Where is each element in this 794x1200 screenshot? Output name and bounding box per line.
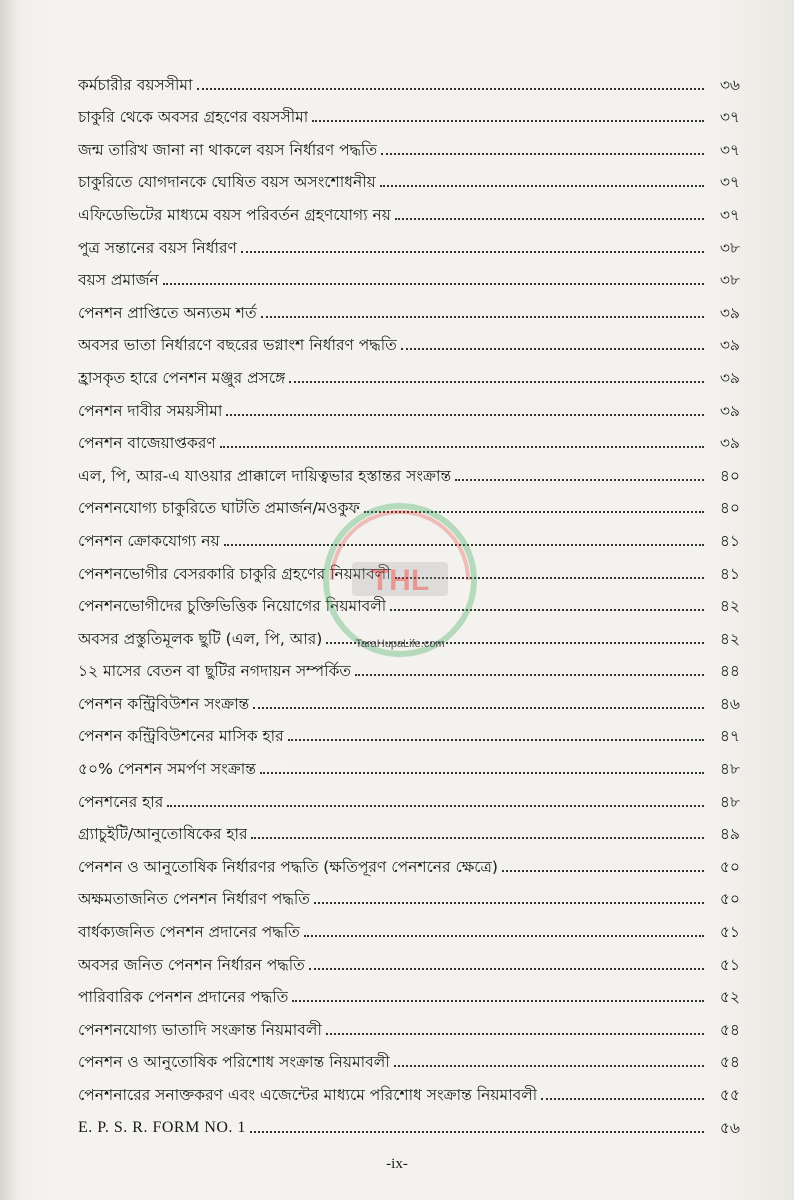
toc-entry-title: পেনশনযোগ্য ভাতাদি সংক্রান্ত নিয়মাবলী — [78, 1020, 322, 1039]
toc-entry-page: ৪০ — [719, 499, 740, 518]
toc-entry-title: পেনশনভোগীদের চুক্তিভিত্তিক নিয়োগের নিয়মাবলী — [78, 597, 387, 616]
toc-entry — [78, 975, 740, 1008]
toc-entry — [78, 877, 740, 910]
toc-entry — [78, 421, 740, 454]
page-gutter-shadow — [0, 0, 18, 1200]
toc-entry-title: ১২ মাসের বেতন বা ছুটির নগদায়ন সম্পর্কিত — [78, 662, 352, 681]
toc-entry-title: চাকুরিতে যোগদানকে ঘোষিত বয়স অসংশোধনীয় — [78, 173, 376, 192]
toc-entry-page: ৫১ — [719, 955, 740, 974]
toc-entry-page: ৪৭ — [719, 727, 740, 746]
toc-entry-title: অবসর প্রস্তুতিমূলক ছুটি (এল, পি, আর) — [78, 629, 323, 648]
toc-entry — [78, 942, 740, 975]
toc-entry-page: ৪৯ — [719, 825, 740, 844]
toc-entry — [78, 681, 740, 714]
toc-entry-page: ৩৭ — [719, 140, 740, 159]
toc-entry-title: পুত্র সন্তানের বয়স নির্ধারণ — [78, 238, 237, 257]
toc-leader-dots — [314, 902, 704, 904]
toc-entry — [78, 746, 740, 779]
toc-leader-dots — [292, 1000, 704, 1002]
toc-leader-dots — [163, 283, 704, 285]
toc-entry — [78, 388, 740, 421]
toc-entry — [78, 812, 740, 845]
toc-entry — [78, 1040, 740, 1073]
toc-entry-title: পেনশন কন্ট্রিবিউশন সংক্রান্ত — [78, 694, 250, 713]
toc-entry — [78, 714, 740, 747]
toc-entry-page: ৩৯ — [719, 434, 740, 453]
toc-entry-title: E. P. S. R. FORM NO. 1 — [78, 1118, 246, 1136]
toc-entry — [78, 192, 740, 225]
toc-leader-dots — [250, 1131, 704, 1133]
toc-entry-page: ৩৭ — [719, 205, 740, 224]
toc-entry-title: এফিডেভিটের মাধ্যমে বয়স পরিবর্তন গ্রহণযোগ্য নয় — [78, 205, 391, 224]
toc-entry-title: পেনশন প্রাপ্তিতে অন্যতম শর্ত — [78, 303, 257, 322]
toc-entry — [78, 355, 740, 388]
toc-entry-title: পারিবারিক পেনশন প্রদানের পদ্ধতি — [78, 988, 289, 1007]
toc-leader-dots — [309, 968, 704, 970]
toc-leader-dots — [289, 381, 704, 383]
toc-entry-page: ৫২ — [719, 988, 740, 1007]
toc-entry — [78, 844, 740, 877]
toc-entry-title: পেনশন কন্ট্রিবিউশনের মাসিক হার — [78, 727, 284, 746]
toc-leader-dots — [197, 88, 705, 90]
toc-entry — [78, 779, 740, 812]
toc-leader-dots — [260, 772, 704, 774]
toc-entry-page: ৪৪ — [719, 662, 740, 681]
toc-entry-title: পেনশন ও আনুতোষিক পরিশোধ সংক্রান্ত নিয়মাবলী — [78, 1053, 390, 1072]
toc-entry-title: জন্ম তারিখ জানা না থাকলে বয়স নির্ধারণ পদ্ধতি — [78, 140, 378, 159]
toc-leader-dots — [326, 1033, 704, 1035]
toc-entry-title: বয়স প্রমার্জন — [78, 271, 159, 290]
toc-entry-page: ৪০ — [719, 466, 740, 485]
toc-entry — [78, 453, 740, 486]
toc-leader-dots — [304, 935, 704, 937]
toc-entry — [78, 160, 740, 193]
toc-entry-page: ৪৮ — [719, 792, 740, 811]
toc-entry-page: ৫০ — [719, 857, 740, 876]
toc-entry-title: এল, পি, আর-এ যাওয়ার প্রাক্কালে দায়িত্বভার হস্তান্তর সংক্রান্ত — [78, 466, 452, 485]
toc-leader-dots — [355, 674, 704, 676]
toc-entry — [78, 225, 740, 258]
toc-entry — [78, 258, 740, 291]
toc-entry-page: ৪১ — [719, 531, 740, 550]
toc-entry-page: ৩৯ — [719, 336, 740, 355]
toc-leader-dots — [288, 739, 704, 741]
toc-entry-title: ৫০% পেনশন সমর্পণ সংক্রান্ত — [78, 760, 256, 779]
toc-entry-page: ৫১ — [719, 923, 740, 942]
toc-entry-title: পেনশন ক্রোকযোগ্য নয় — [78, 531, 220, 550]
toc-entry-title: পেনশন দাবীর সময়সীমা — [78, 401, 223, 420]
toc-entry-title: অবসর জনিত পেনশন নির্ধারন পদ্ধতি — [78, 955, 305, 974]
toc-entry-title: পেনশন ও আনুতোষিক নির্ধারণর পদ্ধতি (ক্ষতিপূরণ পেনশনের ক্ষেত্রে) — [78, 857, 498, 876]
toc-entry-title: পেনশনারের সনাক্তকরণ এবং এজেন্টের মাধ্যমে পরিশোধ সংক্রান্ত নিয়মাবলী — [78, 1086, 538, 1104]
toc-entry-page: ৫০ — [719, 890, 740, 909]
toc-entry-page: ৪২ — [719, 629, 740, 648]
page-number: -ix- — [386, 1156, 408, 1172]
toc-entry-page: ৩৯ — [719, 401, 740, 420]
toc-entry-page: ৪২ — [719, 597, 740, 616]
toc-leader-dots — [167, 805, 704, 807]
toc-entry — [78, 323, 740, 356]
toc-leader-dots — [401, 348, 704, 350]
toc-entry-title: পেনশনের হার — [78, 792, 164, 811]
toc-entry-page: ৫৪ — [719, 1053, 740, 1072]
toc-entry — [78, 1072, 740, 1105]
toc-entry-page: ৪১ — [719, 564, 740, 583]
toc-entry-title: কর্মচারীর বয়সসীমা — [78, 75, 193, 94]
toc-entry-page: ৩৯ — [719, 303, 740, 322]
toc-entry-page: ৩৮ — [719, 238, 740, 257]
toc-entry-page: ৫৪ — [719, 1020, 740, 1039]
toc-entry-title: পেনশন বাজেয়াপ্তকরণ — [78, 434, 216, 453]
toc-entry-title: বার্ধক্যজনিত পেনশন প্রদানের পদ্ধতি — [78, 923, 300, 942]
toc-entry-page: ৫৫ — [719, 1086, 740, 1104]
toc-leader-dots — [380, 185, 704, 187]
toc-leader-dots — [241, 251, 704, 253]
toc-leader-dots — [394, 1065, 704, 1067]
toc-entry — [78, 127, 740, 160]
toc-leader-dots — [395, 218, 704, 220]
toc-entry-title: অবসর ভাতা নির্ধারণে বছরের ভগ্নাংশ নির্ধারণ পদ্ধতি — [78, 336, 397, 355]
toc-leader-dots — [312, 120, 704, 122]
toc-entry-page: ৩৬ — [719, 75, 740, 94]
toc-entry-page: ৪৬ — [719, 694, 740, 713]
toc-entry-page: ৩৭ — [719, 108, 740, 127]
toc-entry-page: ৩৮ — [719, 271, 740, 290]
watermark-url: TaraHupaLife.com — [355, 638, 445, 650]
watermark-logo — [292, 500, 508, 660]
toc-entry — [78, 62, 740, 95]
toc-entry-title: পেনশনযোগ্য চাকুরিতে ঘাটতি প্রমার্জন/মওকুফ — [78, 499, 360, 518]
toc-entry-page: ৩৯ — [719, 368, 740, 387]
toc-leader-dots — [381, 153, 704, 155]
toc-entry — [78, 1007, 740, 1040]
toc-entry-title: পেনশনভোগীর বেসরকারি চাকুরি গ্রহণের নিয়মাবলী — [78, 564, 391, 583]
toc-entry-title: গ্র্যাচুইটি/আনুতোষিকের হার — [78, 825, 248, 844]
toc-leader-dots — [541, 1098, 704, 1100]
toc-entry-title: হ্রাসকৃত হারে পেনশন মঞ্জুর প্রসঙ্গে — [78, 368, 286, 387]
toc-entry-page: ৫৬ — [719, 1118, 740, 1137]
toc-leader-dots — [251, 837, 704, 839]
toc-leader-dots — [253, 707, 704, 709]
toc-entry-page: ৪৮ — [719, 760, 740, 779]
toc-entry-title: চাকুরি থেকে অবসর গ্রহণের বয়সসীমা — [78, 108, 309, 127]
toc-leader-dots — [502, 870, 704, 872]
toc-entry-page: ৩৭ — [719, 173, 740, 192]
toc-entry — [78, 290, 740, 323]
toc-leader-dots — [226, 414, 704, 416]
toc-leader-dots — [455, 479, 704, 481]
toc-entry — [78, 1105, 740, 1138]
toc-entry — [78, 95, 740, 128]
toc-entry — [78, 909, 740, 942]
toc-leader-dots — [261, 316, 704, 318]
toc-entry-title: অক্ষমতাজনিত পেনশন নির্ধারণ পদ্ধতি — [78, 890, 310, 909]
svg-text:THL: THL — [370, 564, 430, 597]
toc-leader-dots — [220, 446, 704, 448]
